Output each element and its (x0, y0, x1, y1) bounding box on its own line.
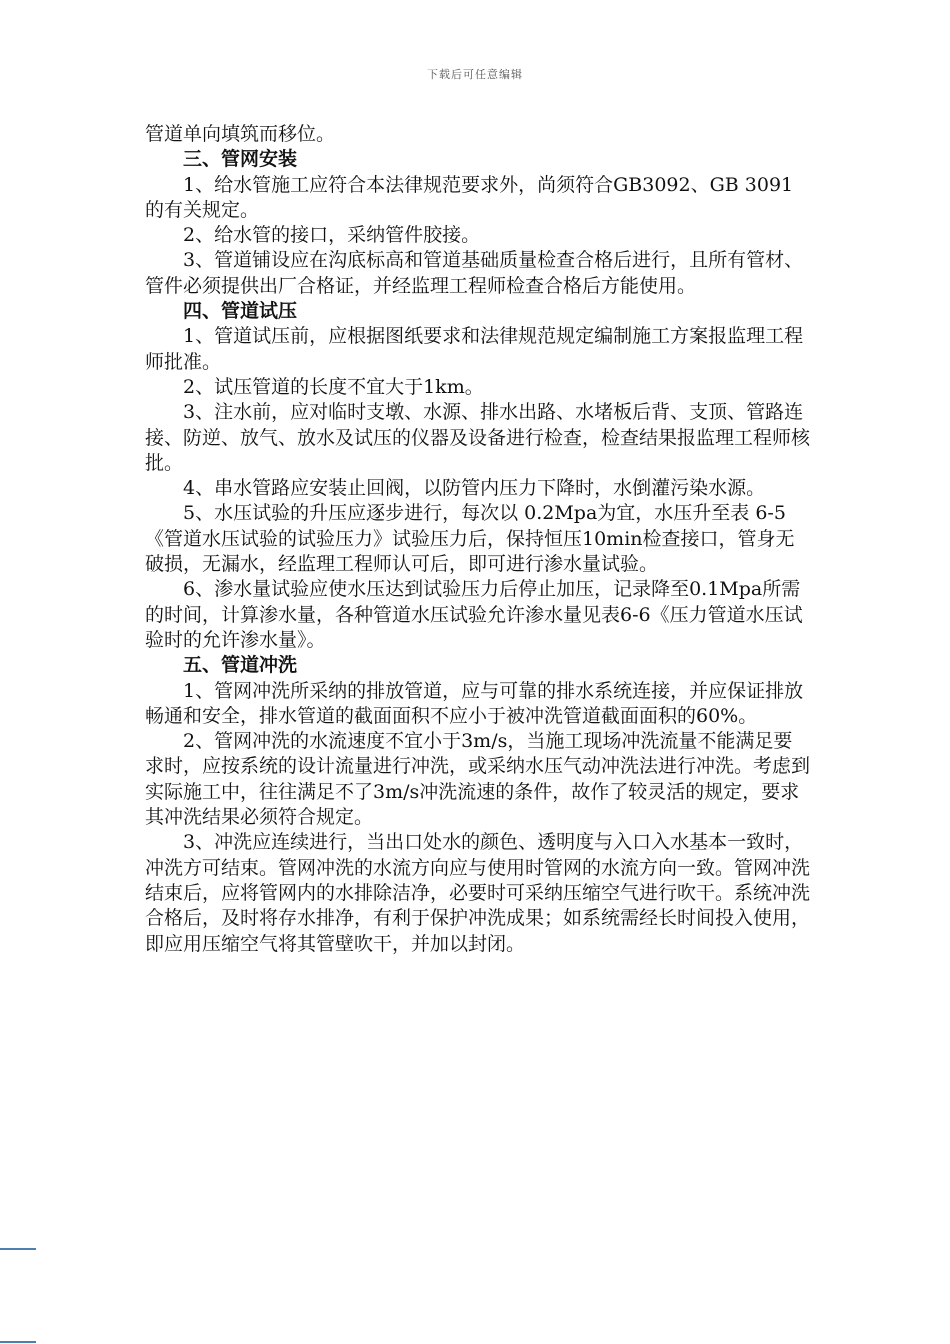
paragraph: 3、注水前，应对临时支墩、水源、排水出路、水堵板后背、支顶、管路连接、防逆、放气、放水及试压的仪器及设备进行检查，检查结果报监理工程师核批。 (145, 401, 811, 474)
page-edge-marker (0, 1248, 36, 1250)
paragraph: 1、管道试压前，应根据图纸要求和法律规范规定编制施工方案报监理工程师批准。 (145, 325, 804, 373)
section-heading: 四、管道试压 (183, 300, 298, 323)
section-heading: 三、管网安装 (183, 148, 298, 171)
paragraph: 1、给水管施工应符合本法律规范要求外，尚须符合GB3092、GB 3091的有关规定。 (145, 173, 794, 221)
paragraph: 1、管网冲洗所采纳的排放管道，应与可靠的排水系统连接，并应保证排放畅通和安全，排水管道的截面面积不应小于被冲洗管道截面面积的60%。 (145, 679, 804, 727)
page-edge-marker (0, 1341, 36, 1343)
paragraph: 4、串水管路应安装止回阀，以防管内压力下降时，水倒灌污染水源。 (183, 477, 766, 500)
paragraph: 6、渗水量试验应使水压达到试验压力后停止加压，记录降至0.1Mpa所需的时间，计算渗水量，各种管道水压试验允许渗水量见表6-6《压力管道水压试验时的允许渗水量》。 (145, 578, 803, 651)
paragraph: 2、给水管的接口，采纳管件胶接。 (183, 224, 481, 247)
paragraph: 管道单向填筑而移位。 (145, 123, 336, 145)
paragraph: 3、管道铺设应在沟底标高和管道基础质量检查合格后进行，且所有管材、管件必须提供出厂合格证，并经监理工程师检查合格后方能使用。 (145, 249, 804, 297)
paragraph: 5、水压试验的升压应逐步进行，每次以 0.2Mpa为宜，水压升至表 6-5《管道水压试验的试验压力》试验压力后，保持恒压10min检查接口，管身无破损，无漏水，经监理工程师认可后，即可进行渗水量试验。 (145, 502, 795, 576)
paragraph: 3、冲洗应连续进行，当出口处水的颜色、透明度与入口入水基本一致时，冲洗方可结束。管网冲洗的水流方向应与使用时管网的水流方向一致。管网冲洗结束后，应将管网内的水排除洁净，必要时可采纳压缩空气进行吹干。系统冲洗合格后，及时将存水排净，有利于保护冲洗成果；如系统需经长时间投入使用，即应用压缩空气将其管壁吹干，并加以封闭。 (145, 831, 811, 955)
section-heading: 五、管道冲洗 (183, 654, 298, 677)
paragraph: 2、管网冲洗的水流速度不宜小于3m/s，当施工现场冲洗流量不能满足要求时，应按系统的设计流量进行冲洗，或采纳水压气动冲洗法进行冲洗。考虑到实际施工中，往往满足不了3m/s冲洗流速的条件，故作了较灵活的规定，要求其冲洗结果必须符合规定。 (145, 730, 811, 829)
paragraph: 2、试压管道的长度不宜大于1km。 (183, 375, 484, 398)
document-body (145, 122, 810, 957)
page-header: 下载后可任意编辑 (427, 68, 523, 81)
